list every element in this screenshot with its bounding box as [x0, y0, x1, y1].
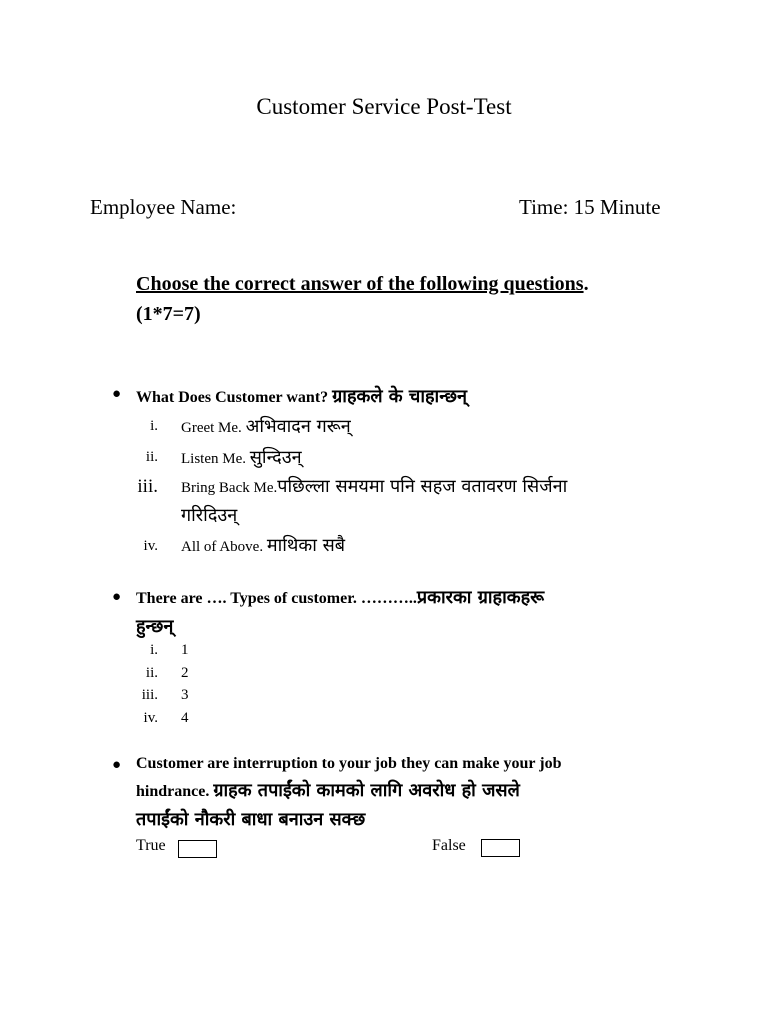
option-text-np-continued: गरिदिउन् [181, 505, 238, 526]
instructions [136, 273, 589, 296]
question-2-text-en: There are …. Types of customer. ……….. [136, 590, 417, 607]
option-text-np: सुन्दिउन् [249, 447, 302, 468]
bullet-icon: ● [112, 589, 122, 605]
option-number: iii. [141, 687, 158, 703]
question-2 [136, 585, 544, 609]
q1-option-2 [181, 445, 302, 469]
option-text-en: Listen Me. [181, 451, 246, 467]
option-number: iv. [143, 538, 158, 554]
true-answer-box[interactable] [178, 840, 217, 858]
q2-option-1: 1 [181, 642, 189, 658]
option-text-np: पछिल्ला समयमा पनि सहज वतावरण सिर्जना [277, 476, 568, 497]
question-1-text-en: What Does Customer want? [136, 389, 329, 406]
option-text-en: Greet Me. [181, 420, 242, 436]
bullet-icon: ● [112, 386, 122, 402]
marks-allocation: (1*7=7) [136, 303, 201, 325]
option-number: iii. [137, 476, 158, 497]
question-3-line-2 [136, 778, 520, 802]
question-3: Customer are interruption to your job they can make your job [136, 755, 562, 772]
question-3-line-3 [136, 807, 365, 831]
instructions-text: Choose the correct answer of the following questions [136, 273, 584, 295]
question-3-text-np: ग्राहक तपाईंको कामको लागि अवरोध हो जसले [213, 780, 520, 801]
option-text-np: माथिका सबै [266, 535, 346, 556]
q1-option-3 [181, 474, 567, 498]
false-answer-box[interactable] [481, 839, 520, 857]
instructions-period: . [583, 273, 589, 295]
option-number: iv. [143, 710, 158, 726]
q2-option-4: 4 [181, 710, 189, 726]
option-number: ii. [145, 665, 158, 681]
question-2-text-np: प्रकारका ग्राहाकहरू [416, 587, 545, 608]
option-text-en: All of Above. [181, 539, 264, 555]
question-2-text-np-continued: हुन्छन् [136, 616, 174, 637]
q2-option-2: 2 [181, 665, 189, 681]
employee-name-label: Employee Name: [90, 195, 237, 219]
question-3-text-np-continued: तपाईंको नौकरी बाधा बनाउन सक्छ [136, 809, 366, 830]
option-number: i. [150, 642, 158, 658]
q1-option-1 [181, 414, 351, 438]
true-label: True [136, 837, 166, 854]
option-number: i. [150, 418, 158, 434]
bullet-icon: ● [112, 757, 122, 773]
question-3-text-en-continued: hindrance. [136, 783, 210, 800]
option-number: ii. [145, 449, 158, 465]
question-1 [136, 384, 467, 408]
page-title: Customer Service Post-Test [256, 94, 512, 119]
option-text-en: Bring Back Me. [181, 480, 278, 496]
option-text-np: अभिवादन गरून् [245, 416, 351, 437]
false-label: False [432, 837, 466, 854]
q1-option-3-continued [181, 503, 237, 527]
question-2-continued [136, 614, 173, 638]
q2-option-3: 3 [181, 687, 189, 703]
question-1-text-np: ग्राहकले के चाहान्छन् [332, 386, 467, 407]
time-label: Time: 15 Minute [519, 195, 661, 219]
q1-option-4 [181, 533, 345, 557]
